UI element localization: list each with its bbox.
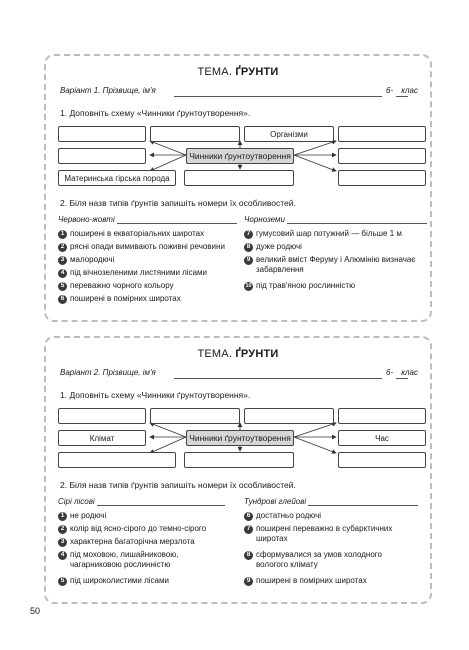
topic-title: ТЕМА. ҐРУНТИ [197, 348, 279, 360]
scheme-box-time: Час [338, 430, 426, 446]
task-1-prompt: 1. Доповніть схему «Чинники ґрунтоутворення». [60, 390, 251, 400]
topic-title: ТЕМА. ҐРУНТИ [197, 66, 279, 78]
list-item: 9 великий вміст Феруму і Алюмінію визначає забарвлення [244, 255, 415, 275]
grade-prefix: 6- [386, 368, 394, 377]
task-2-prompt: 2. Біля назв типів ґрунтів запишіть номери їх особливостей. [60, 480, 296, 490]
scheme-box-climate: Клімат [58, 430, 146, 446]
scheme-empty-box-2[interactable] [150, 126, 240, 142]
task-2-prompt: 2. Біля назв типів ґрунтів запишіть номери їх особливостей. [60, 198, 296, 208]
answer-line-red-yellow[interactable] [117, 216, 237, 224]
scheme-empty-box-1[interactable] [58, 408, 146, 424]
list-item: 7 поширені переважно в субарктичних широтах [244, 524, 392, 544]
scheme-center: Чинники ґрунтоутворення [186, 430, 294, 446]
list-item: 6 поширені в помірних широтах [58, 294, 181, 304]
scheme-empty-box-6[interactable] [184, 170, 294, 186]
soil-type-red-yellow: Червоно-жовті [58, 215, 237, 224]
variant-label: Варіант 1. Прізвище, ім'я [60, 86, 156, 95]
scheme-empty-box-3[interactable] [244, 408, 334, 424]
scheme-empty-box-1[interactable] [58, 126, 146, 142]
list-item: 2 колір від ясно-сірого до темно-сірого [58, 524, 206, 534]
list-item: 8 дуже родючі [244, 242, 302, 252]
list-item: 7 гумусовий шар потужний — більше 1 м [244, 229, 402, 239]
soil-type-grey-forest: Сірі лісові [58, 497, 225, 506]
variant-label: Варіант 2. Прізвище, ім'я [60, 368, 156, 377]
list-item: 1 не родючі [58, 511, 106, 521]
scheme-box-organisms: Організми [244, 126, 334, 142]
answer-line-tundra-gley[interactable] [308, 498, 418, 506]
scheme-box-parent-rock: Материнська гірська порода [58, 170, 176, 186]
soil-type-chernozem: Чорноземи [244, 215, 427, 224]
worksheet-variant-1 [44, 54, 432, 322]
task-1-prompt: 1. Доповніть схему «Чинники ґрунтоутворення». [60, 108, 251, 118]
answer-line-chernozem[interactable] [287, 216, 427, 224]
list-item: 9 поширені в помірних широтах [244, 576, 367, 586]
list-item: 3 характерна багаторічна мерзлота [58, 537, 195, 547]
scheme-empty-box-5[interactable] [338, 148, 426, 164]
scheme-empty-box-2[interactable] [150, 408, 240, 424]
class-label: клас [401, 368, 418, 377]
grade-prefix: 6- [386, 86, 394, 95]
soil-type-tundra-gley: Тундрові глейові [244, 497, 418, 506]
scheme-empty-box-5[interactable] [58, 452, 176, 468]
worksheet-variant-2 [44, 336, 432, 604]
scheme-empty-box-7[interactable] [338, 452, 426, 468]
page-number: 50 [30, 606, 41, 616]
answer-line-grey-forest[interactable] [97, 498, 225, 506]
scheme-empty-box-3[interactable] [338, 126, 426, 142]
list-item: 8 сформувалися за умов холодного вологого клімату [244, 550, 382, 570]
list-item: 3 малородючі [58, 255, 114, 265]
scheme-empty-box-4[interactable] [58, 148, 146, 164]
class-label: клас [401, 86, 418, 95]
scheme-empty-box-7[interactable] [338, 170, 426, 186]
scheme-center: Чинники ґрунтоутворення [186, 148, 294, 164]
list-item: 2 рясні опади вимивають поживні речовини [58, 242, 225, 252]
scheme-empty-box-6[interactable] [184, 452, 294, 468]
list-item: 4 під вічнозеленими листяними лісами [58, 268, 207, 278]
list-item: 10 під трав'яною рослинністю [245, 281, 356, 290]
list-item: 4 під моховою, лишайниковою, чагарниковою рослинністю [58, 550, 179, 570]
list-item: 5 переважно чорного кольору [58, 281, 174, 291]
list-item: 5 під широколистими лісами [58, 576, 169, 586]
scheme-empty-box-4[interactable] [338, 408, 426, 424]
list-item: 6 достатньо родючі [244, 511, 321, 521]
list-item: 1 поширені в екваторіальних широтах [58, 229, 204, 239]
